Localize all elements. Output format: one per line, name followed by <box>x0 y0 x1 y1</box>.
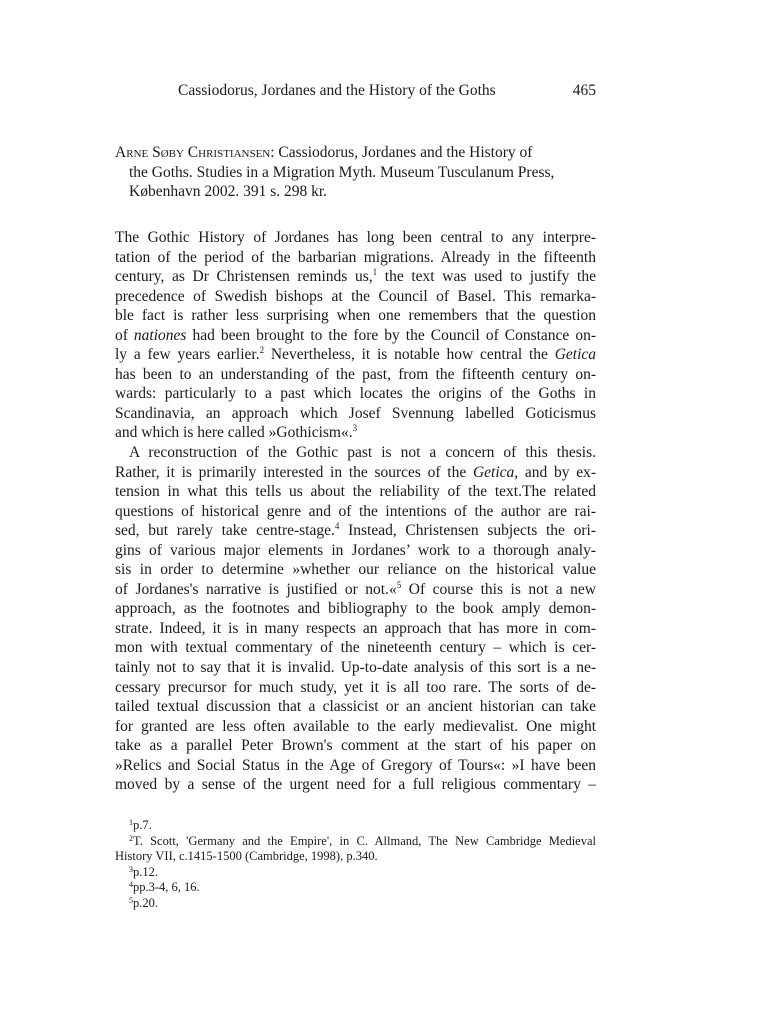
body-line: for granted are less often available to the early medievalist. One might <box>115 717 596 735</box>
body-line: strate. Indeed, it is in many respects an approach that has more in com- <box>115 619 596 637</box>
body-line: ly a few years earlier.$^2$ Nevertheless, it is notable how central the Getica <box>115 345 596 364</box>
citation-title-start: : Cassiodorus, Jordanes and the History of <box>270 144 533 161</box>
body-line: of Jordanes's narrative is justified or not.«$^5$ Of course this is not a new <box>115 579 596 598</box>
body-line: approach, as the footnotes and bibliography to the book amply demon- <box>115 600 596 618</box>
footnotes <box>115 818 596 911</box>
body-line: has been to an understanding of the past, from the fifteenth century on- <box>115 365 596 383</box>
body-line: precedence of Swedish bishops at the Council of Basel. This remarka- <box>115 287 596 305</box>
footnote-ref[interactable]: 4 <box>334 521 340 532</box>
running-head-title: Cassiodorus, Jordanes and the History of the Goths <box>178 82 496 99</box>
citation-line-2: the Goths. Studies in a Migration Myth. Museum Tusculanum Press, <box>129 163 555 181</box>
body-line: cessary precursor for much study, yet it is all too rare. The sorts of de- <box>115 678 596 696</box>
footnote-5: $^5$p.20. <box>129 895 158 910</box>
footnote-ref[interactable]: 1 <box>372 267 378 278</box>
body-line: tation of the period of the barbarian migrations. Already in the fifteenth <box>115 248 596 266</box>
body-line: tension in what this tells us about the reliability of the text.The related <box>115 483 596 501</box>
body-line: take as a parallel Peter Brown's comment at the start of his paper on <box>115 737 596 755</box>
body-line: mon with textual commentary of the nineteenth century – which is cer- <box>115 639 596 657</box>
running-head <box>178 80 596 102</box>
footnote-3: $^3$p.12. <box>129 864 158 879</box>
body-line: and which is here called »Gothicism«.$^3$ <box>115 423 358 442</box>
body-line: sis in order to determine »whether our reliance on the historical value <box>115 561 596 579</box>
footnote-2: $^2$T. Scott, 'Germany and the Empire', in C. Allmand, The New Cambridge Medieval <box>129 833 596 848</box>
italic-term: nationes <box>133 326 187 344</box>
body-line: questions of historical genre and of the intentions of the author are rai- <box>115 502 596 520</box>
footnote-ref[interactable]: 5 <box>396 579 402 590</box>
citation-line-3: København 2002. 391 s. 298 kr. <box>129 183 328 200</box>
body-line: tailed textual discussion that a classicist or an ancient historian can take <box>115 698 596 716</box>
body-line: tainly not to say that it is invalid. Up-to-date analysis of this sort is a ne- <box>115 659 596 677</box>
review-citation <box>115 143 596 202</box>
footnote-ref[interactable]: 2 <box>259 345 265 356</box>
review-body <box>115 228 596 795</box>
body-line: of nationes had been brought to the fore by the Council of Constance on- <box>115 326 596 344</box>
italic-term: Getica <box>554 346 596 364</box>
body-line: A reconstruction of the Gothic past is not a concern of this thesis. <box>129 444 596 462</box>
body-line: »Relics and Social Status in the Age of Gregory of Tours«: »I have been <box>115 756 596 774</box>
body-line: gins of various major elements in Jordanes’ work to a thorough analy- <box>115 541 596 559</box>
footnote-1: $^1$p.7. <box>129 818 152 832</box>
body-line: wards: particularly to a past which locates the origins of the Goths in <box>115 385 596 403</box>
italic-term: Getica <box>472 463 515 481</box>
body-line: Scandinavia, an approach which Josef Svennung labelled Goticismus <box>115 404 596 422</box>
body-line: ble fact is rather less surprising when one remembers that the question <box>115 307 596 325</box>
body-line: Rather, it is primarily interested in the sources of the Getica, and by ex- <box>115 463 596 481</box>
body-line: The Gothic History of Jordanes has long been central to any interpre- <box>115 229 596 246</box>
citation-line-1 <box>115 143 596 163</box>
reviewed-author: Arne Søby Christiansen <box>115 144 271 161</box>
body-line: moved by a sense of the urgent need for a full religious commentary – <box>115 776 596 794</box>
footnote-ref[interactable]: 3 <box>352 423 358 434</box>
page-number: 465 <box>572 82 596 99</box>
footnote-2-continued: History VII, c.1415-1500 (Cambridge, 1998), p.340. <box>115 849 378 863</box>
body-line: sed, but rarely take centre-stage.$^4$ Instead, Christensen subjects the ori- <box>115 521 596 540</box>
body-line: century, as Dr Christensen reminds us,$^1$ the text was used to justify the <box>115 267 596 286</box>
footnote-4: $^4$pp.3-4, 6, 16. <box>129 880 200 894</box>
